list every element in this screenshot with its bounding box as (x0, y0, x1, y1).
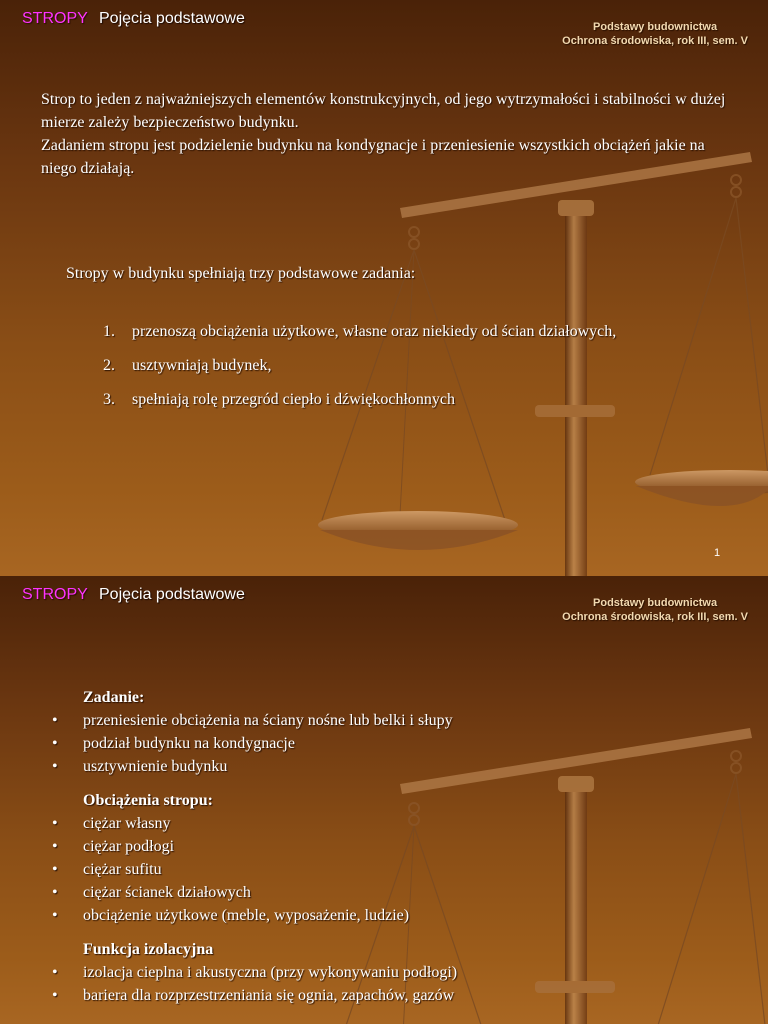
intro-paragraph: Strop to jeden z najważniejszych elementów konstrukcyjnych, od jego wytrzymałości i stabilności w dużej mierze zależy bezpieczeństwo budynku. (41, 91, 726, 131)
tasks-lead: Stropy w budynku spełniają trzy podstawowe zadania: (66, 265, 416, 282)
list-item (100, 388, 660, 411)
header-tag: STROPY (22, 10, 88, 27)
list-text: usztywniają budynek, (132, 357, 272, 374)
list-item (100, 354, 660, 377)
list-number: 3. (103, 391, 115, 408)
program-name: Ochrona środowiska, rok III, sem. V (562, 611, 748, 623)
bullet-item: • podział budynku na kondygnacje (52, 732, 612, 755)
bullet-item: • usztywnienie budynku (52, 755, 612, 778)
list-number: 1. (103, 323, 115, 340)
bullet-item: • ciężar podłogi (52, 835, 612, 858)
course-info (562, 20, 748, 48)
slide-2-content (52, 686, 612, 1007)
tasks-list (100, 320, 660, 422)
bullet-item: • bariera dla rozprzestrzeniania się ognia, zapachów, gazów (52, 984, 612, 1007)
program-name: Ochrona środowiska, rok III, sem. V (562, 35, 748, 47)
list-text: spełniają rolę przegród ciepło i dźwiękochłonnych (132, 391, 455, 408)
header-tag: STROPY (22, 586, 88, 603)
bullet-item: • przeniesienie obciążenia na ściany nośne lub belki i słupy (52, 709, 612, 732)
slide-2 (0, 576, 768, 1024)
header-title: Pojęcia podstawowe (99, 10, 245, 27)
bullet-item: • ciężar własny (52, 812, 612, 835)
bullet-item: • obciążenie użytkowe (meble, wyposażenie, ludzie) (52, 904, 612, 927)
intro-paragraph: Zadaniem stropu jest podzielenie budynku na kondygnacje i przeniesienie wszystkich obciążeń jakie na niego działają. (41, 137, 705, 177)
header-title: Pojęcia podstawowe (99, 586, 245, 603)
page-number: 1 (714, 547, 721, 559)
bullet-item: • ciężar ścianek działowych (52, 881, 612, 904)
course-info (562, 596, 748, 624)
section-heading: Zadanie: (83, 689, 145, 706)
bullet-item: • ciężar sufitu (52, 858, 612, 881)
intro-text (41, 88, 731, 180)
list-number: 2. (103, 357, 115, 374)
section-heading: Obciążenia stropu: (83, 792, 213, 809)
course-name: Podstawy budownictwa (593, 597, 718, 609)
bullet-item: • izolacja cieplna i akustyczna (przy wykonywaniu podłogi) (52, 961, 612, 984)
list-item (100, 320, 660, 343)
course-name: Podstawy budownictwa (593, 21, 718, 33)
list-text: przenoszą obciążenia użytkowe, własne oraz niekiedy od ścian działowych, (132, 323, 617, 340)
section-heading: Funkcja izolacyjna (83, 941, 214, 958)
